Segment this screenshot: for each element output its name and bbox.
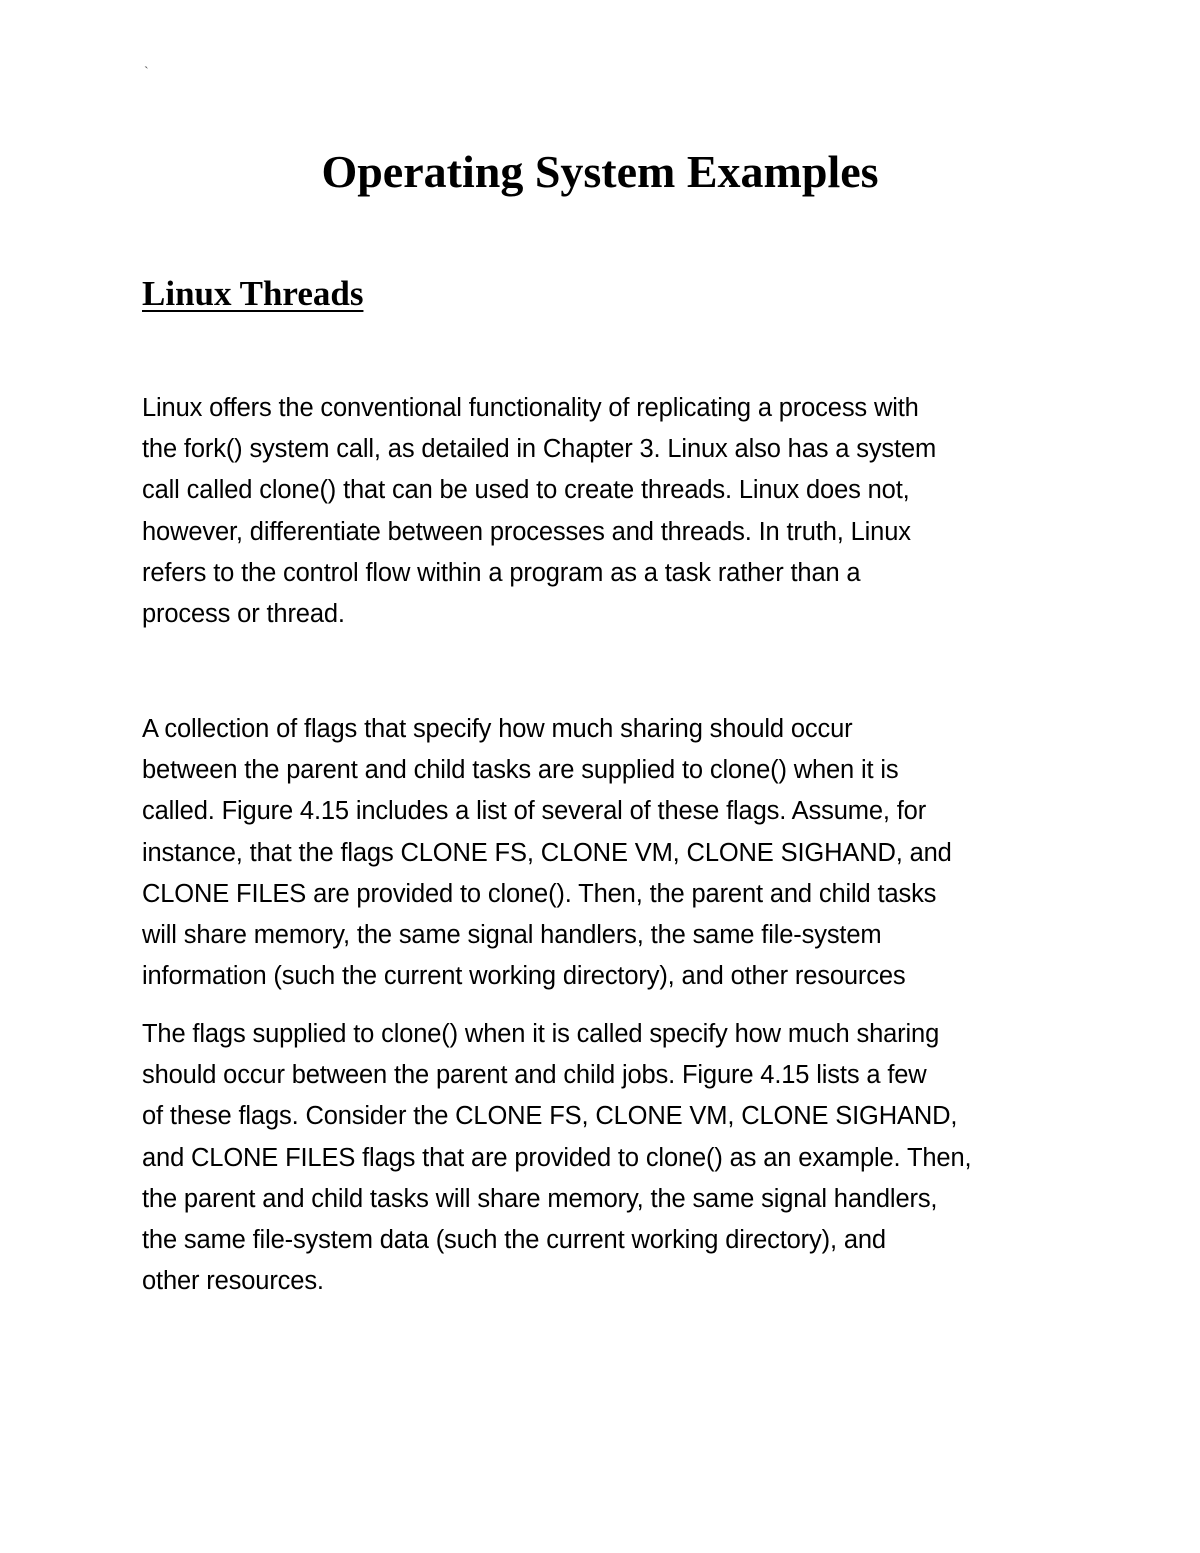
paragraph-line: of these flags. Consider the CLONE FS, CLONE VM, CLONE SIGHAND, xyxy=(142,1102,958,1131)
paragraph-clone-flags xyxy=(142,709,1082,997)
paragraph-line: process or thread. xyxy=(142,600,345,629)
paragraph-line: refers to the control flow within a program as a task rather than a xyxy=(142,558,861,587)
paragraph-line: other resources. xyxy=(142,1267,324,1296)
paragraph-line: A collection of flags that specify how much sharing should occur xyxy=(142,715,853,743)
paragraph-line: the same file-system data (such the current working directory), and xyxy=(142,1226,886,1255)
section-heading: Linux Threads xyxy=(142,274,364,313)
stray-tick-mark: ` xyxy=(144,65,149,80)
paragraph-line: Linux offers the conventional functionality of replicating a process with xyxy=(142,394,919,422)
paragraph-line: call called clone() that can be used to create threads. Linux does not, xyxy=(142,476,910,505)
paragraph-line: the parent and child tasks will share memory, the same signal handlers, xyxy=(142,1184,938,1213)
paragraph-line: between the parent and child tasks are supplied to clone() when it is xyxy=(142,756,899,785)
paragraph-line: The flags supplied to clone() when it is called specify how much sharing xyxy=(142,1020,940,1048)
paragraph-line: and CLONE FILES flags that are provided to clone() as an example. Then, xyxy=(142,1143,972,1172)
paragraph-line: however, differentiate between processes and threads. In truth, Linux xyxy=(142,517,911,546)
paragraph-clone-flags-restated xyxy=(142,1014,1082,1302)
paragraph-linux-overview xyxy=(142,388,1082,635)
paragraph-line: the fork() system call, as detailed in Chapter 3. Linux also has a system xyxy=(142,435,937,464)
paragraph-line: will share memory, the same signal handlers, the same file-system xyxy=(142,921,882,950)
paragraph-line: CLONE FILES are provided to clone(). Then, the parent and child tasks xyxy=(142,879,937,908)
paragraph-line: should occur between the parent and child jobs. Figure 4.15 lists a few xyxy=(142,1061,927,1090)
paragraph-line: called. Figure 4.15 includes a list of several of these flags. Assume, for xyxy=(142,797,927,826)
paragraph-line: information (such the current working directory), and other resources xyxy=(142,962,906,991)
paragraph-line: instance, that the flags CLONE FS, CLONE VM, CLONE SIGHAND, and xyxy=(142,838,952,867)
page-title: Operating System Examples xyxy=(321,146,879,197)
